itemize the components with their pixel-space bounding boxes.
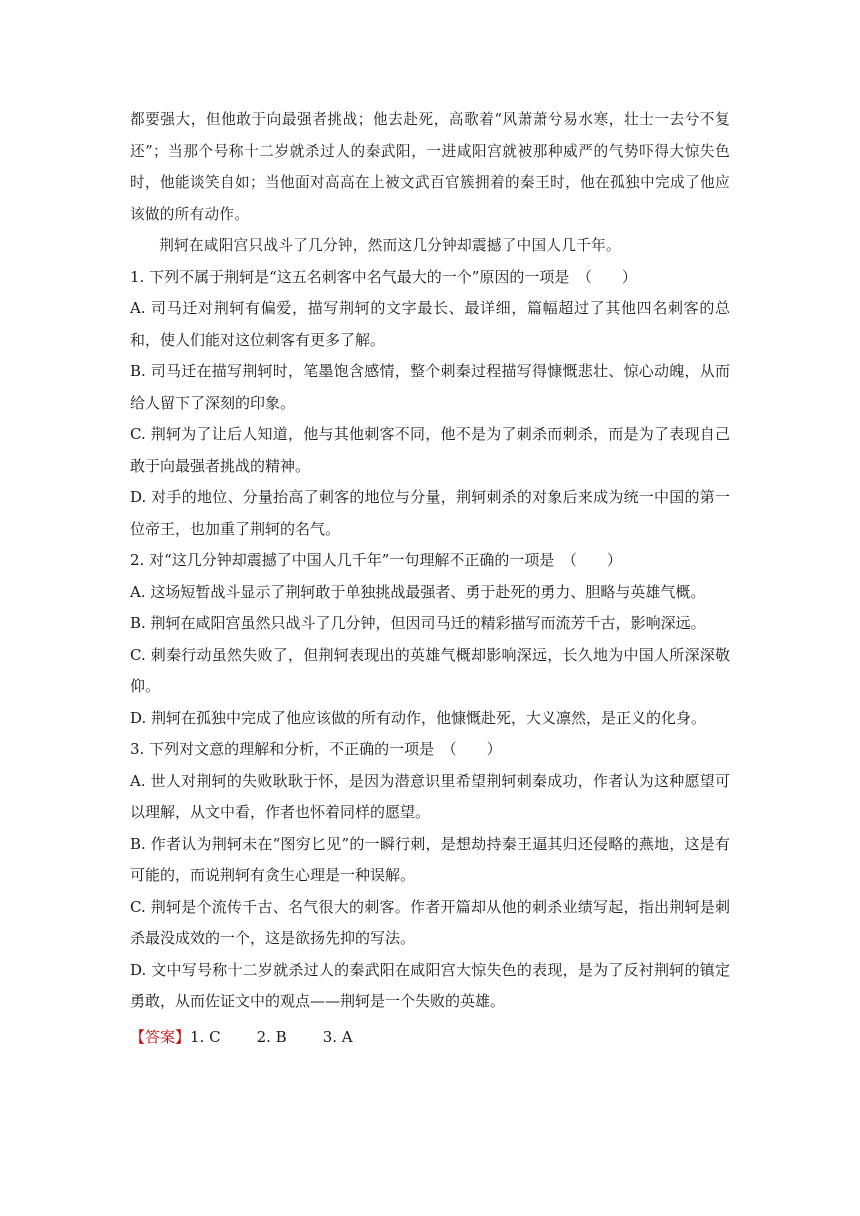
option-a: A. 世人对荆轲的失败耿耿于怀，是因为潜意识里希望荆轲刺秦成功，作者认为这种愿望可以理解，从文中看，作者也怀着同样的愿望。: [130, 771, 730, 821]
option-a: A. 司马迁对荆轲有偏爱，描写荆轲的文字最长、最详细，篇幅超过了其他四名刺客的总和，使人们能对这位刺客有更多了解。: [130, 299, 730, 349]
option-b: B. 作者认为荆轲未在“图穷匕见”的一瞬行刺，是想劫持秦王逼其归还侵略的燕地，这是有可能的，而说荆轲有贪生心理是一种误解。: [130, 834, 730, 884]
question-2: [130, 545, 730, 734]
option-c: C. 刺秦行动虽然失败了，但荆轲表现出的英雄气概却影响深远，长久地为中国人所深深敬仰。: [130, 645, 730, 695]
passage-paragraph-1: 都要强大，但他敢于向最强者挑战；他去赴死，高歌着“风萧萧兮易水寒，壮士一去兮不复还”；当那个号称十二岁就杀过人的秦武阳，一进咸阳宫就被那种威严的气势吓得大惊失色时，他能谈笑自如；当他面对高高在上被文武百官簇拥着的秦王时，他在孤独中完成了他应该做的所有动作。: [130, 111, 730, 223]
answer-item-3: 3. A: [322, 1027, 353, 1046]
question-stem: 3. 下列对文意的理解和分析，不正确的一项是 （ ）: [130, 740, 502, 758]
question-3: [130, 734, 730, 1018]
option-d: D. 文中写号称十二岁就杀过人的秦武阳在咸阳宫大惊失色的表现，是为了反衬荆轲的镇定勇敢，从而佐证文中的观点——荆轲是一个失败的英雄。: [130, 960, 730, 1010]
answer-line: [130, 1022, 730, 1054]
option-d: D. 对手的地位、分量抬高了刺客的地位与分量，荆轲刺杀的对象后来成为统一中国的第一位帝王，也加重了荆轲的名气。: [130, 488, 730, 538]
question-stem: 2. 对“这几分钟却震撼了中国人几千年”一句理解不正确的一项是 （ ）: [130, 551, 622, 569]
question-1: [130, 262, 730, 546]
option-b: B. 荆轲在咸阳宫虽然只战斗了几分钟，但因司马迁的精彩描写而流芳千古，影响深远。: [130, 614, 706, 632]
document-page: [130, 104, 730, 1053]
option-a: A. 这场短暂战斗显示了荆轲敢于单独挑战最强者、勇于赴死的勇力、胆略与英雄气概。: [130, 582, 706, 601]
option-c: C. 荆轲为了让后人知道，他与其他刺客不同，他不是为了刺杀而刺杀，而是为了表现自己敢于向最强者挑战的精神。: [130, 425, 730, 475]
answer-item-2: 2. B: [256, 1027, 287, 1046]
option-d: D. 荆轲在孤独中完成了他应该做的所有动作，他慷慨赴死，大义凛然，是正义的化身。: [130, 708, 707, 727]
answer-tag: 【答案】: [130, 1027, 191, 1046]
option-c: C. 荆轲是个流传千古、名气很大的刺客。作者开篇却从他的刺杀业绩写起，指出荆轲是刺杀最没成效的一个，这是欲扬先抑的写法。: [130, 897, 730, 947]
option-b: B. 司马迁在描写荆轲时，笔墨饱含感情，整个刺秦过程描写得慷慨悲壮、惊心动魄，从而给人留下了深刻的印象。: [130, 362, 730, 412]
answer-item-1: 1. C: [190, 1027, 221, 1046]
passage-paragraph-2: 荆轲在咸阳宫只战斗了几分钟，然而这几分钟却震撼了中国人几千年。: [159, 237, 621, 254]
question-stem: 1. 下列不属于荆轲是“这五名刺客中名气最大的一个”原因的一项是 （ ）: [130, 267, 637, 286]
